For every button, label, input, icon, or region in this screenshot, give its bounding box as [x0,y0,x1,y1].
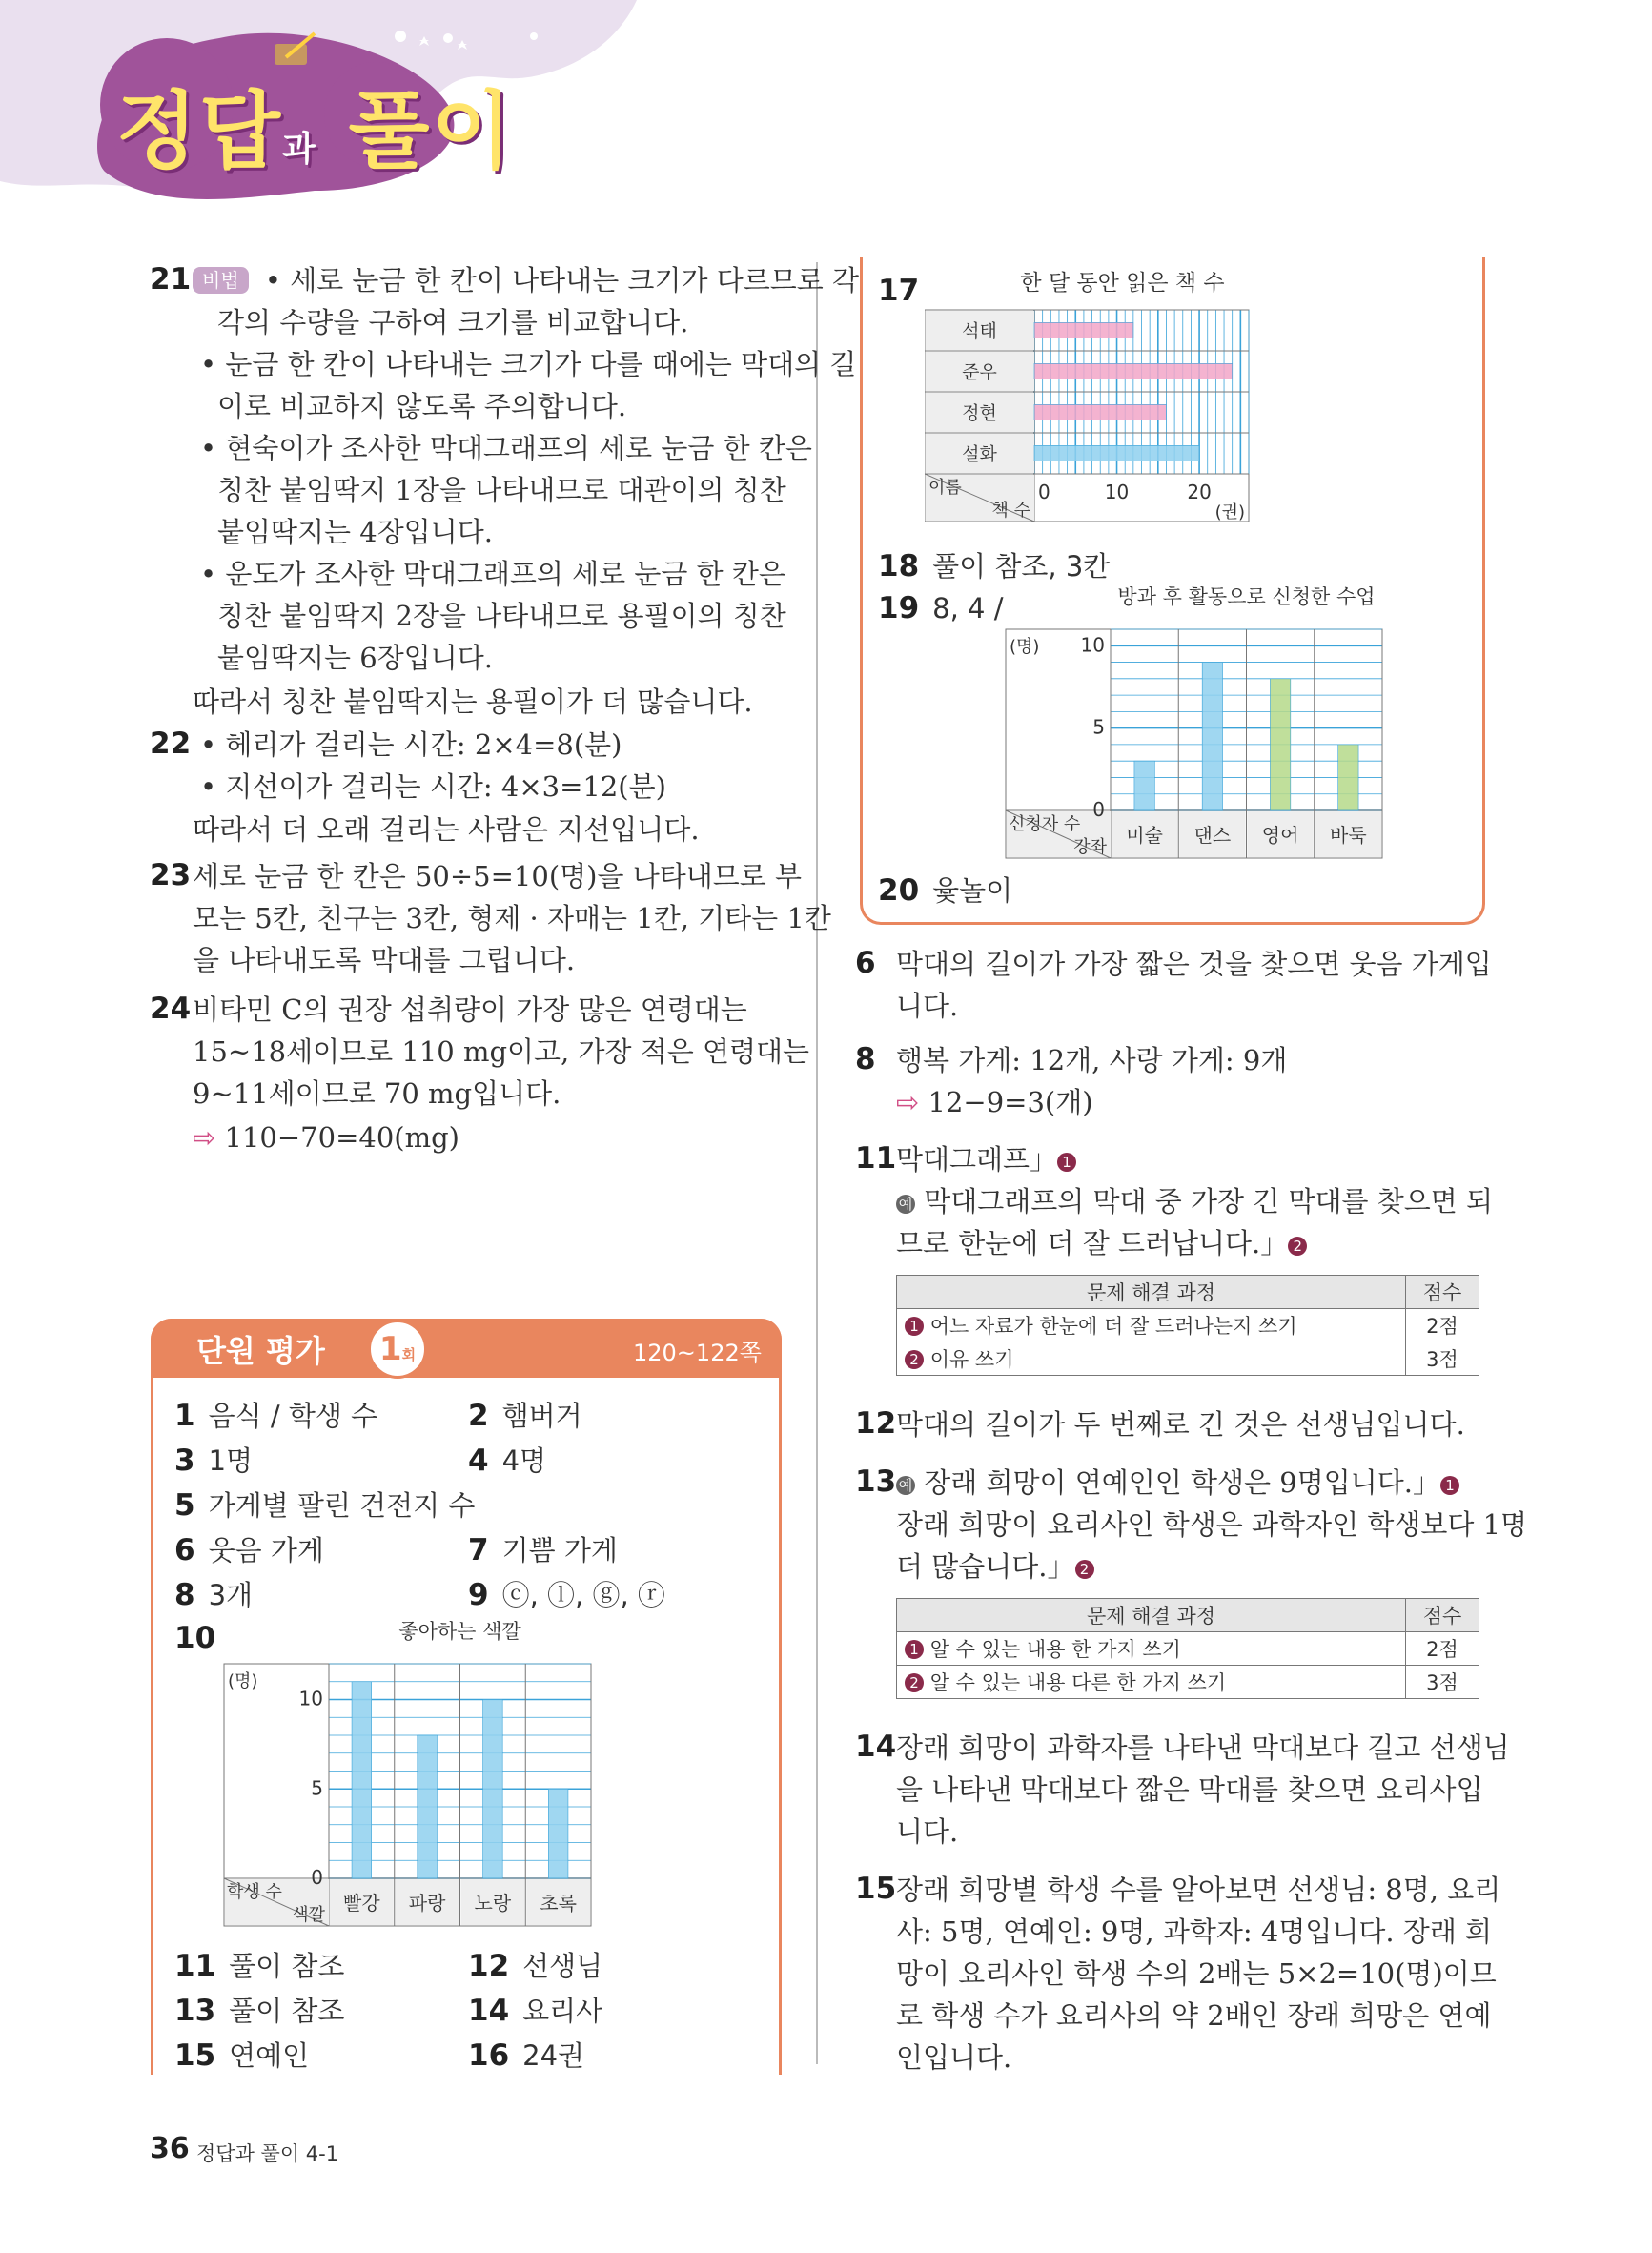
q21-bullet-0: • [264,264,281,297]
corner-bottom-label: 색깔 [292,1905,325,1925]
bar-영어 [1270,679,1290,810]
bar-설화 [1034,445,1199,461]
eval-title: 단원 평가 [196,1333,325,1369]
chart-books-read [925,267,1287,534]
bar-준우 [1034,363,1233,379]
corner-top-label: 신청자 수 [1009,814,1081,834]
marker-2-icon: 2 [1075,1560,1094,1579]
rubric-score-header: 점수 [1406,1599,1479,1632]
rubric-score-header: 점수 [1406,1276,1479,1309]
title-part2: 풀이 [348,82,515,180]
q22-text-1: 지선이가 걸리는 시간: 4×3=12(분) [225,770,666,803]
column-divider [816,262,818,2064]
chart-after-school [1001,586,1392,863]
q21-bullet-2: • [200,348,217,380]
eval-item-6: 6 웃음 가게 [174,1533,324,1567]
q21-bullet-7: • [200,558,217,590]
q22-text-0: 헤리가 걸리는 시간: 2×4=8(분) [225,728,622,761]
q15-line-0: 장래 희망별 학생 수를 알아보면 선생님: 8명, 요리 [896,1874,1501,1906]
q21-line-1: 각의 수량을 구하여 크기를 비교합니다. [217,306,689,338]
q13-rubric [896,1598,1479,1699]
q21-text-4: 현숙이가 조사한 막대그래프의 세로 눈금 한 칸은 [225,432,812,464]
x-tick-label: 10 [1104,481,1130,503]
q22-line-1 [200,766,666,808]
y-tick-label: 석태 [962,320,997,342]
q21-line-2 [200,343,856,385]
q21-num: 21 [150,262,192,297]
q21-text-7: 운도가 조사한 막대그래프의 세로 눈금 한 칸은 [225,558,785,590]
eval-item-7: 7 기쁨 가게 [468,1533,618,1567]
y-tick-label: 10 [298,1687,323,1710]
q24-num: 24 [150,992,192,1026]
rubric-header: 문제 해결 과정 [897,1599,1406,1632]
q12-line-0: 막대의 길이가 두 번째로 긴 것은 선생님입니다. [896,1408,1465,1441]
q22-line-0 [200,724,622,766]
unit-label: (명) [1010,637,1040,657]
example-icon: 예 [896,1476,915,1495]
marker-2-icon: 2 [1288,1237,1307,1256]
y-tick-label: 10 [1080,633,1105,657]
eval-item-16: 16 24권 [468,2038,585,2073]
rubric-row: 1 알 수 있는 내용 한 가지 쓰기 2점 [897,1632,1479,1666]
eval-item-13: 13 풀이 참조 [174,1994,345,2028]
q21-line-0 [193,259,859,301]
q21-line-5: 칭찬 붙임딱지 1장을 나타내므로 대관이의 칭찬 [217,474,786,506]
x-tick-label: 댄스 [1193,824,1232,847]
q13-line-1: 장래 희망이 요리사인 학생은 과학자인 학생보다 1명 [896,1508,1528,1541]
chart-favorite-color [219,1621,601,1936]
q14-line-2: 니다. [896,1815,959,1848]
marker-1-icon: 1 [1057,1153,1076,1172]
x-tick-label: 초록 [540,1892,577,1915]
rubric-header: 문제 해결 과정 [897,1276,1406,1309]
eval-round-num: 1 [378,1330,402,1368]
q8-num: 8 [855,1042,876,1076]
q11-text-1: 막대그래프의 막대 중 가장 긴 막대를 찾으면 되 [924,1185,1494,1218]
q14-line-1: 을 나타낸 막대보다 짧은 막대를 찾으면 요리사입 [896,1773,1483,1806]
q14-num: 14 [855,1730,897,1764]
corner-top-label: 학생 수 [227,1882,282,1902]
q21-line-9: 붙임딱지는 6장입니다. [217,642,494,674]
bar-정현 [1034,404,1166,420]
q21-text-0: 세로 눈금 한 칸이 나타내는 크기가 다르므로 각 [290,264,859,297]
q15-line-4: 인입니다. [896,2041,1012,2074]
bar-노랑 [483,1700,503,1879]
q11-line-0 [896,1138,1076,1180]
eval-item-5: 5 가게별 팔린 건전지 수 [174,1488,476,1523]
q21-line-7 [200,553,785,595]
q21-line-6: 붙임딱지는 4장입니다. [217,516,494,548]
q13-text-0: 장래 희망이 연예인인 학생은 9명입니다.」 [924,1466,1440,1499]
y-tick-label: 0 [1092,798,1105,821]
y-tick-label: 준우 [962,361,997,383]
corner-top-label: 이름 [928,478,962,498]
q15-line-3: 로 학생 수가 요리사의 약 2배인 장래 희망은 연예 [896,1999,1492,2032]
q14-line-0: 장래 희망이 과학자를 나타낸 막대보다 길고 선생님 [896,1731,1510,1764]
chart-title: 방과 후 활동으로 신청한 수업 [1117,586,1376,608]
q13-num: 13 [855,1464,897,1499]
bar-석태 [1034,322,1133,338]
q24-line-3 [193,1116,459,1158]
chart-title: 한 달 동안 읽은 책 수 [1020,271,1225,296]
header-title [116,65,514,185]
q24-text-3: 110−70=40(mg) [224,1121,459,1154]
q23-line-0: 세로 눈금 한 칸은 50÷5=10(명)을 나타내므로 부 [193,860,802,892]
arrow-icon: ⇨ [896,1086,920,1118]
x-tick-label: 파랑 [408,1892,446,1915]
q21-line-8: 칭찬 붙임딱지 2장을 나타내므로 용필이의 칭찬 [217,600,786,632]
q11-text-2: 므로 한눈에 더 잘 드러납니다.」 [896,1227,1289,1260]
bar-빨강 [352,1682,372,1878]
eval-item-1: 1 음식 / 학생 수 [174,1399,378,1433]
q15-line-2: 망이 요리사인 학생 수의 2배는 5×2=10(명)이므 [896,1957,1497,1990]
title-part1: 정답 [116,82,283,180]
q6-line-0: 막대의 길이가 가장 짧은 것을 찾으면 웃음 가게입 [896,948,1492,980]
q23-line-1: 모는 5칸, 친구는 3칸, 형제 · 자매는 1칸, 기타는 1칸 [193,902,831,934]
q22-bullet-1: • [200,770,217,803]
q17-num: 17 [878,274,920,308]
x-tick-label: 빨강 [343,1892,380,1915]
q22-bullet-0: • [200,728,217,761]
footer-label: 정답과 풀이 4-1 [196,2142,339,2165]
corner-bottom-label: 책 수 [991,501,1030,521]
q24-line-2: 9~11세이므로 70 mg입니다. [193,1077,561,1110]
eval-item-4: 4 4명 [468,1444,547,1478]
unit-label: (권) [1214,502,1245,522]
q22-line-2: 따라서 더 오래 걸리는 사람은 지선입니다. [193,813,700,846]
bar-바둑 [1338,745,1358,810]
q21-badge: 비법 [193,267,249,294]
q21-line-4 [200,427,812,469]
eval-item-12: 12 선생님 [468,1949,603,1983]
q24-line-1: 15~18세이므로 110 mg이고, 가장 적은 연령대는 [193,1035,810,1068]
x-tick-label: 바둑 [1330,824,1367,847]
eval-item-15: 15 연예인 [174,2038,310,2073]
eval-item-2: 2 햄버거 [468,1399,582,1433]
bar-미술 [1134,761,1154,810]
bar-파랑 [418,1735,438,1878]
q11-line-1 [896,1180,1493,1222]
q21-text-2: 눈금 한 칸이 나타내는 크기가 다를 때에는 막대의 길 [225,348,857,380]
unit-label: (명) [228,1671,258,1691]
q19: 19 8, 4 / [878,591,1004,625]
q8-line-1 [896,1081,1093,1123]
arrow-icon: ⇨ [193,1121,216,1154]
x-tick-label: 노랑 [474,1892,512,1915]
q8-text-1: 12−9=3(개) [928,1086,1093,1118]
y-tick-label: 5 [1092,715,1105,739]
x-tick-label: 0 [1038,481,1050,503]
eval-item-10: 10 [174,1621,216,1655]
eval-item-14: 14 요리사 [468,1994,603,2028]
x-tick-label: 20 [1187,481,1212,503]
q11-rubric [896,1275,1479,1376]
q21-line-10: 따라서 칭찬 붙임딱지는 용필이가 더 많습니다. [193,686,753,718]
chart-title: 좋아하는 색깔 [398,1621,521,1643]
q12-num: 12 [855,1406,897,1441]
q8-line-0: 행복 가게: 12개, 사랑 가게: 9개 [896,1044,1288,1076]
q13-text-2: 더 많습니다.」 [896,1550,1075,1583]
eval-item-3: 3 1명 [174,1444,254,1478]
eval-item-8: 8 3개 [174,1578,254,1612]
q13-line-0 [896,1462,1459,1504]
q21-bullet-4: • [200,432,217,464]
q11-line-2 [896,1222,1307,1264]
q23-num: 23 [150,858,192,892]
q23-line-2: 을 나타내도록 막대를 그립니다. [193,944,576,976]
rubric-row: 2 알 수 있는 내용 다른 한 가지 쓰기 3점 [897,1666,1479,1699]
eval-item-9: 9 ⓒ, ⓛ, ⓖ, ⓡ [468,1578,665,1612]
q15-line-1: 사: 5명, 연예인: 9명, 과학자: 4명입니다. 장래 희 [896,1915,1493,1948]
q18: 18 풀이 참조, 3칸 [878,549,1111,584]
q22-num: 22 [150,727,192,761]
q15-num: 15 [855,1872,897,1906]
page-number: 36 [150,2132,190,2165]
q13-line-2 [896,1546,1094,1587]
y-tick-label: 정현 [962,402,997,424]
eval-round-suffix: 회 [401,1346,417,1363]
q20: 20 윷놀이 [878,873,1013,908]
marker-1-icon: 1 [1440,1476,1459,1495]
x-tick-label: 미술 [1126,824,1163,847]
y-tick-label: 0 [311,1866,323,1889]
y-tick-label: 5 [311,1776,323,1800]
bar-댄스 [1202,663,1222,810]
x-tick-label: 영어 [1261,824,1299,847]
y-tick-label: 설화 [962,443,997,465]
q6-num: 6 [855,946,876,980]
q21-line-3: 이로 비교하지 않도록 주의합니다. [217,390,627,422]
eval-round-badge [368,1320,427,1379]
q11-text-0: 막대그래프」 [896,1143,1058,1176]
eval-item-11: 11 풀이 참조 [174,1949,345,1983]
eval-pages: 120~122쪽 [633,1340,762,1366]
corner-bottom-label: 강좌 [1073,837,1107,857]
q6-line-1: 니다. [896,990,959,1022]
rubric-row: 1 어느 자료가 한눈에 더 잘 드러나는지 쓰기 2점 [897,1309,1479,1342]
bar-초록 [548,1789,568,1878]
example-icon: 예 [896,1195,915,1214]
q11-num: 11 [855,1141,897,1176]
q24-line-0: 비타민 C의 권장 섭취량이 가장 많은 연령대는 [193,993,747,1026]
rubric-row: 2 이유 쓰기 3점 [897,1342,1479,1376]
title-small: 과 [282,130,317,169]
